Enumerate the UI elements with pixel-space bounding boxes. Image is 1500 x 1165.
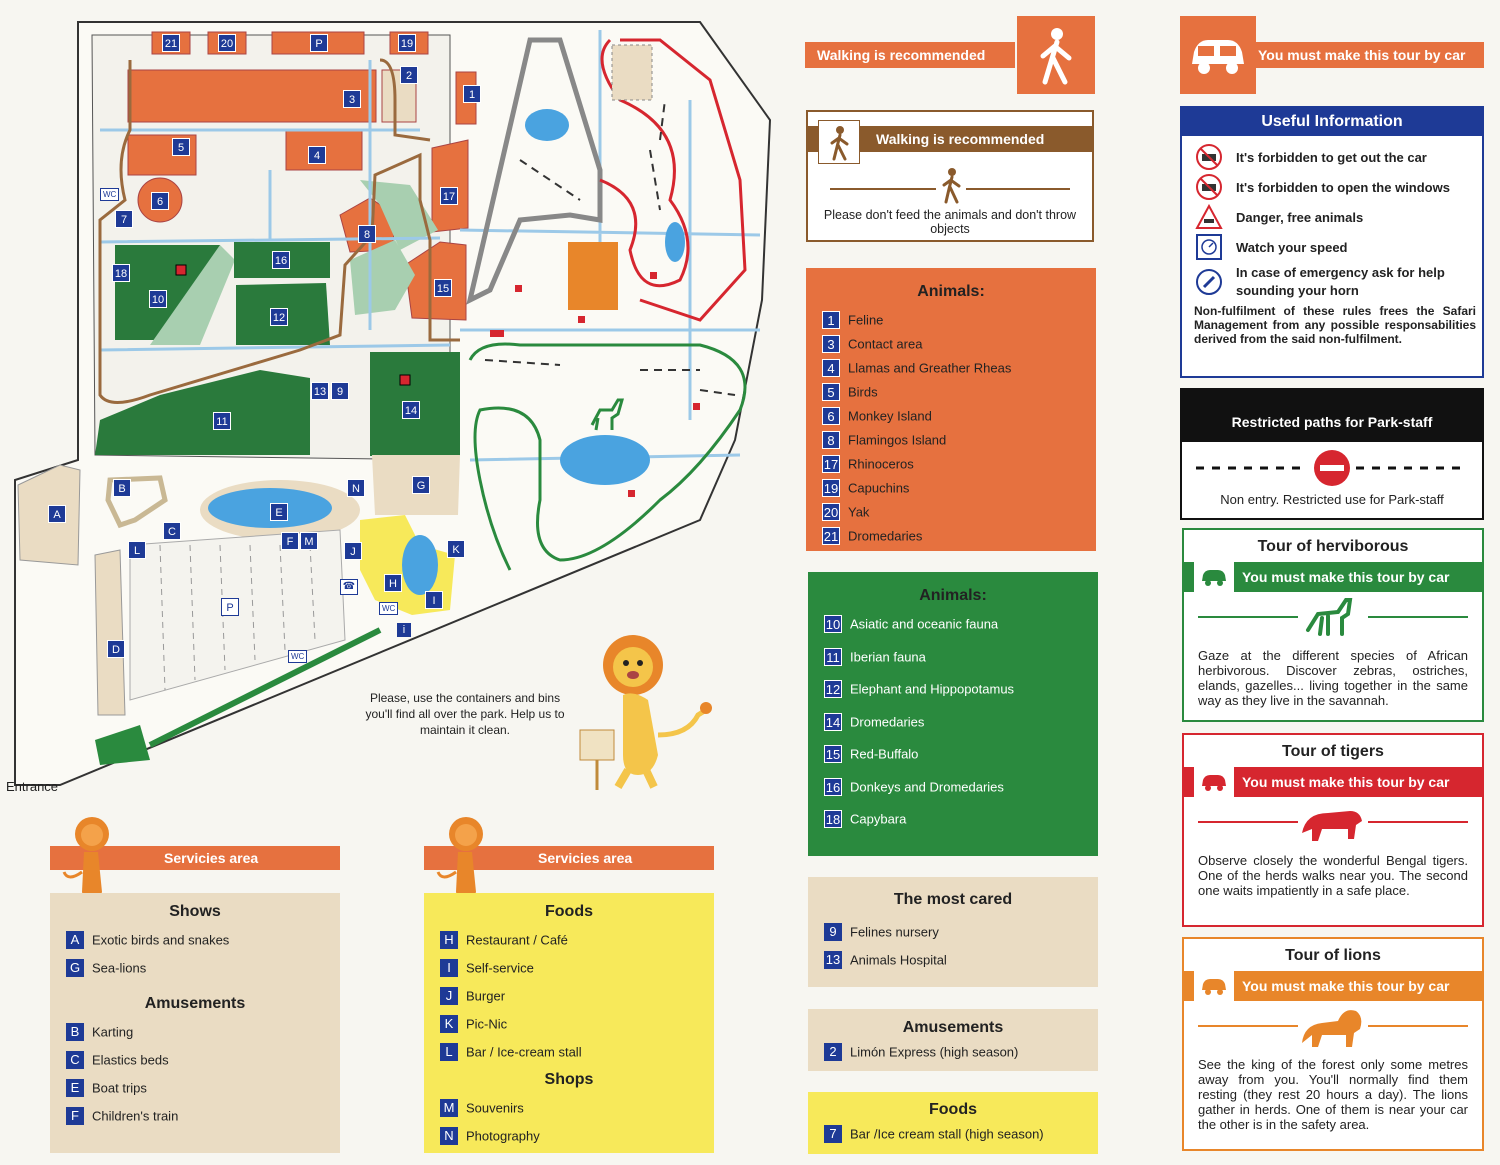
map-label[interactable]: L (128, 541, 146, 559)
legend-number: E (66, 1079, 84, 1097)
rule-text: Watch your speed (1236, 239, 1348, 255)
legend-label: Contact area (848, 336, 923, 352)
rule-row (1194, 264, 1476, 300)
legend-item (822, 383, 1096, 401)
legend-number: L (440, 1043, 458, 1061)
legend-label: Self-service (466, 960, 534, 976)
tour-text: See the king of the forest only some metres away from you. You'll normally find them resting (they rest 20 hours a day). The lions gather in herds. One of them is near your car the other is in the safety area. (1198, 1057, 1468, 1132)
map-label[interactable]: 9 (331, 382, 349, 400)
most-cared-box (808, 877, 1098, 987)
legend-item (440, 959, 714, 977)
legend-number: I (440, 959, 458, 977)
legend-label: Photography (466, 1128, 540, 1144)
no-open-window-icon (1195, 173, 1223, 201)
legend-number: 7 (824, 1125, 842, 1143)
map-label[interactable]: K (447, 540, 465, 558)
tour-bar (1184, 971, 1482, 1001)
pond-1 (525, 109, 569, 141)
walking-box-icon (818, 120, 860, 164)
antelope-icon (1298, 594, 1368, 642)
car-banner (1256, 42, 1484, 68)
tour-title: Tour of herviborous (1257, 538, 1409, 555)
pedestrian-icon (1017, 16, 1095, 94)
legend-number: 6 (822, 407, 840, 425)
services-mid-banner-text: Servicies area (538, 850, 633, 866)
legend-item (66, 931, 340, 949)
legend-item (824, 1125, 1098, 1143)
walking-box (806, 110, 1094, 242)
legend-label: Monkey Island (848, 408, 932, 424)
legend-item (66, 959, 340, 977)
car-icon (1180, 16, 1256, 94)
legend-number: 5 (822, 383, 840, 401)
legend-item (822, 311, 1096, 329)
car-banner-text: You must make this tour by car (1258, 47, 1466, 63)
legend-number: B (66, 1023, 84, 1041)
restricted-box (1180, 388, 1484, 520)
map-label[interactable]: P (310, 34, 328, 52)
legend-label: Burger (466, 988, 506, 1004)
animals-green-list (824, 615, 1098, 828)
legend-label: Restaurant / Café (466, 932, 568, 948)
amusements-right-title: Amusements (902, 1019, 1004, 1036)
legend-label: Bar / Ice-cream stall (466, 1044, 582, 1060)
legend-number: 4 (822, 359, 840, 377)
legend-label: Sea-lions (92, 960, 147, 976)
legend-number: 2 (824, 1043, 842, 1061)
marker (628, 490, 635, 497)
animals-orange-box (806, 268, 1096, 551)
building-17 (432, 140, 468, 232)
car-icon (1194, 767, 1234, 797)
map-label[interactable]: 11 (213, 412, 231, 430)
legend-label: Yak (848, 504, 870, 520)
map-label[interactable]: H (384, 574, 402, 592)
walking-banner (805, 42, 1015, 68)
tiger-reserve (612, 45, 652, 100)
sea-lion-pool (402, 535, 438, 595)
legend-item (822, 503, 1096, 521)
info-icon: i (397, 623, 411, 637)
tour-tigers-box (1182, 733, 1484, 927)
shows-list (66, 931, 340, 977)
building-3 (128, 70, 376, 122)
rule-text: It's forbidden to get out the car (1236, 149, 1427, 165)
marker (650, 272, 657, 279)
legend-label: Boat trips (92, 1080, 147, 1096)
area-d (95, 550, 125, 715)
rule-row (1194, 234, 1476, 260)
legend-label: Red-Buffalo (850, 746, 919, 762)
legend-label: Capybara (850, 811, 907, 827)
legend-label: Capuchins (848, 480, 910, 496)
map-label[interactable]: 17 (440, 187, 458, 205)
tour-divider (1184, 797, 1482, 847)
legend-number: 15 (825, 747, 841, 762)
map-label[interactable]: D (107, 640, 125, 658)
legend-label: Karting (92, 1024, 134, 1040)
amusements-left-title: Amusements (144, 995, 246, 1012)
map-label[interactable]: 6 (151, 192, 169, 210)
marker (176, 265, 186, 275)
legend-number: K (440, 1015, 458, 1033)
legend-number: G (66, 959, 84, 977)
lion-mascot-icon (578, 625, 718, 795)
legend-item (824, 615, 1098, 633)
useful-info-title: Useful Information (1182, 108, 1482, 136)
animals-green-title: Animals: (919, 587, 987, 604)
shows-title: Shows (169, 903, 221, 920)
foods-mid-list (440, 931, 714, 1061)
legend-label: Pic-Nic (466, 1016, 508, 1032)
legend-number: 8 (822, 431, 840, 449)
map-label[interactable]: C (163, 522, 181, 540)
map-label[interactable]: 14 (402, 401, 420, 419)
horn-icon (1195, 268, 1223, 296)
legend-item (440, 1043, 714, 1061)
legend-item (824, 745, 1098, 763)
useful-info-box (1180, 106, 1484, 378)
legend-label: Animals Hospital (850, 952, 947, 968)
legend-number: 13 (825, 952, 841, 967)
map-label[interactable]: 7 (115, 210, 133, 228)
legend-number: N (440, 1127, 458, 1145)
amusements-right-list (824, 1043, 1098, 1061)
legend-label: Children's train (92, 1108, 179, 1124)
rules-footer: Non-fulfilment of these rules frees the Safari Management from any possible responsabilities derived from the said non-fulfilment. (1194, 304, 1476, 346)
restricted-title: Restricted paths for Park-staff (1182, 390, 1482, 442)
legend-item (822, 431, 1096, 449)
tour-divider (1184, 1001, 1482, 1051)
legend-item (824, 810, 1098, 828)
legend-label: Rhinoceros (848, 456, 914, 472)
rule-row (1194, 204, 1476, 230)
rule-text: It's forbidden to open the windows (1236, 179, 1450, 195)
no-entry-icon (1196, 448, 1468, 488)
map-label[interactable]: J (344, 542, 362, 560)
tiger-icon (1298, 799, 1368, 847)
tour-bar (1184, 562, 1482, 592)
tour-herbivorous-box (1182, 528, 1484, 722)
tour-divider (1184, 592, 1482, 642)
legend-number: H (440, 931, 458, 949)
legend-number: C (66, 1051, 84, 1069)
legend-label: Asiatic and oceanic fauna (850, 616, 999, 632)
foods-mid-title: Foods (545, 903, 593, 920)
legend-number: 19 (823, 481, 839, 496)
services-left-banner-text: Servicies area (164, 850, 259, 866)
legend-item (822, 359, 1096, 377)
legend-number: 9 (824, 923, 842, 941)
phone-icon: ☎ (340, 579, 358, 595)
legend-item (440, 1099, 714, 1117)
rule-text: In case of emergency ask for help sounding your horn (1236, 265, 1445, 298)
map-label[interactable]: 20 (218, 34, 236, 52)
legend-item (822, 479, 1096, 497)
lion-icon (1298, 1003, 1368, 1051)
map-label[interactable]: E (270, 503, 288, 521)
shops-list (440, 1099, 714, 1145)
tour-text: Observe closely the wonderful Bengal tigers. One of the herds walks near you. The second one waits impatiently in a safe place. (1198, 853, 1468, 898)
map-label[interactable]: 16 (272, 251, 290, 269)
map-label[interactable]: 18 (112, 264, 130, 282)
pedestrian-icon (936, 166, 966, 206)
legend-label: Birds (848, 384, 878, 400)
legend-item (824, 648, 1098, 666)
tour-lions-box (1182, 937, 1484, 1151)
legend-item (824, 1043, 1098, 1061)
legend-label: Donkeys and Dromedaries (850, 779, 1004, 794)
map-label[interactable]: N (347, 479, 365, 497)
map-label[interactable]: 5 (172, 138, 190, 156)
legend-number: A (66, 931, 84, 949)
walking-box-title: Walking is recommended (876, 131, 1045, 147)
legend-number: 10 (825, 617, 841, 632)
most-cared-title: The most cared (893, 891, 1013, 908)
legend-number: 16 (825, 779, 841, 795)
map-label[interactable]: 12 (270, 308, 288, 326)
tour-bar-text: You must make this tour by car (1242, 569, 1450, 585)
danger-animals-icon (1195, 204, 1223, 230)
legend-label: Elephant and Hippopotamus (850, 681, 1015, 697)
legend-item (440, 1015, 714, 1033)
legend-label: Iberian fauna (850, 649, 926, 664)
marker (400, 375, 410, 385)
tour-bar-text: You must make this tour by car (1242, 774, 1450, 790)
legend-label: Exotic birds and snakes (92, 932, 230, 948)
entrance-label: Entrance (6, 779, 59, 794)
marker (693, 403, 700, 410)
legend-number: 18 (825, 812, 841, 827)
map-label[interactable]: B (113, 479, 131, 497)
foods-right-box (808, 1092, 1098, 1154)
tour-title: Tour of lions (1285, 947, 1381, 964)
legend-label: Bar /Ice cream stall (high season) (850, 1126, 1044, 1142)
legend-item (66, 1079, 340, 1097)
foods-right-list (824, 1125, 1098, 1143)
bins-note: Please, use the containers and bins you'll find all over the park. Help us to maintain it clean. (365, 691, 565, 737)
animals-green-box (808, 572, 1098, 856)
rule-row (1194, 144, 1476, 170)
car-banner-icon (1180, 16, 1256, 94)
legend-number: 21 (823, 529, 839, 544)
rule-text: Danger, free animals (1236, 209, 1364, 225)
legend-number: M (440, 1099, 458, 1117)
map-label[interactable]: 2 (400, 66, 418, 84)
amusements-right-box (808, 1009, 1098, 1071)
lion-reserve (568, 242, 618, 310)
foods-right-title: Foods (929, 1101, 977, 1118)
services-mid-box (424, 893, 714, 1153)
map-label[interactable]: 8 (358, 225, 376, 243)
legend-label: Elastics beds (92, 1052, 169, 1068)
map-label[interactable]: M (300, 532, 318, 550)
car-icon (1194, 971, 1234, 1001)
walking-banner-text: Walking is recommended (817, 47, 986, 63)
no-exit-car-icon (1195, 143, 1223, 171)
legend-item (822, 527, 1096, 545)
legend-label: Dromedaries (850, 714, 925, 729)
legend-item (824, 778, 1098, 796)
map-label[interactable]: 3 (343, 90, 361, 108)
legend-label: Feline (848, 312, 884, 328)
legend-label: Llamas and Greather Rheas (848, 360, 1012, 376)
marker (578, 316, 585, 323)
legend-item (822, 407, 1096, 425)
shops-title: Shops (544, 1071, 594, 1088)
legend-number: F (66, 1107, 84, 1125)
walking-box-note: Please don't feed the animals and don't throw objects (823, 208, 1077, 236)
wc-label: WC (379, 602, 398, 615)
legend-item (66, 1107, 340, 1125)
map-label[interactable]: G (412, 476, 430, 494)
map-label[interactable]: 10 (149, 290, 167, 308)
legend-number: 14 (825, 714, 841, 730)
car-icon (1194, 562, 1234, 592)
legend-number: 11 (824, 648, 842, 666)
map-label[interactable]: 1 (463, 85, 481, 103)
pond-2 (665, 222, 685, 262)
legend-item (822, 335, 1096, 353)
legend-item (440, 1127, 714, 1145)
legend-number: 12 (825, 682, 841, 697)
legend-item (822, 455, 1096, 473)
marker (490, 330, 504, 337)
tour-text: Gaze at the different species of African herbivorous. Discover zebras, ostriches, elands, gazelles... living together in the same way as they live in the savannah. (1198, 648, 1468, 708)
legend-number: 3 (822, 335, 840, 353)
pond-3 (560, 435, 650, 485)
rule-row (1194, 174, 1476, 200)
legend-item (66, 1051, 340, 1069)
legend-number: J (440, 987, 458, 1005)
legend-number: 20 (823, 505, 839, 520)
map-label[interactable]: 4 (308, 146, 326, 164)
amusements-left-list (66, 1023, 340, 1125)
map-label[interactable]: A (48, 505, 66, 523)
tour-bar (1184, 767, 1482, 797)
map-label[interactable]: P (221, 598, 239, 616)
legend-item (824, 680, 1098, 698)
pedestrian-icon (819, 121, 859, 163)
wc-label: WC (288, 650, 307, 663)
legend-item (824, 951, 1098, 969)
legend-item (440, 987, 714, 1005)
most-cared-list (824, 923, 1098, 969)
legend-item (824, 713, 1098, 731)
map-label[interactable]: F (281, 532, 299, 550)
legend-item (824, 923, 1098, 941)
legend-number: 17 (823, 457, 839, 472)
legend-label: Souvenirs (466, 1100, 524, 1116)
wc-label: WC (100, 188, 119, 201)
map-label[interactable]: 21 (162, 34, 180, 52)
tour-title: Tour of tigers (1282, 743, 1384, 760)
animals-orange-title: Animals: (917, 283, 985, 300)
marker (515, 285, 522, 292)
animals-orange-list (822, 311, 1096, 545)
restricted-note: Non entry. Restricted use for Park-staff (1220, 492, 1444, 507)
speed-icon (1195, 233, 1223, 261)
legend-item (66, 1023, 340, 1041)
services-left-box (50, 893, 340, 1153)
legend-item (440, 931, 714, 949)
walking-banner-icon (1017, 16, 1095, 94)
tour-bar-text: You must make this tour by car (1242, 978, 1450, 994)
map-label[interactable]: 13 (311, 382, 329, 400)
legend-number: 1 (822, 311, 840, 329)
map-label[interactable]: 19 (398, 34, 416, 52)
map-label[interactable]: 15 (434, 279, 452, 297)
legend-label: Dromedaries (848, 528, 923, 544)
legend-label: Limón Express (high season) (850, 1044, 1019, 1060)
map-label[interactable]: I (425, 591, 443, 609)
legend-label: Flamingos Island (848, 432, 947, 448)
legend-label: Felines nursery (850, 924, 939, 940)
